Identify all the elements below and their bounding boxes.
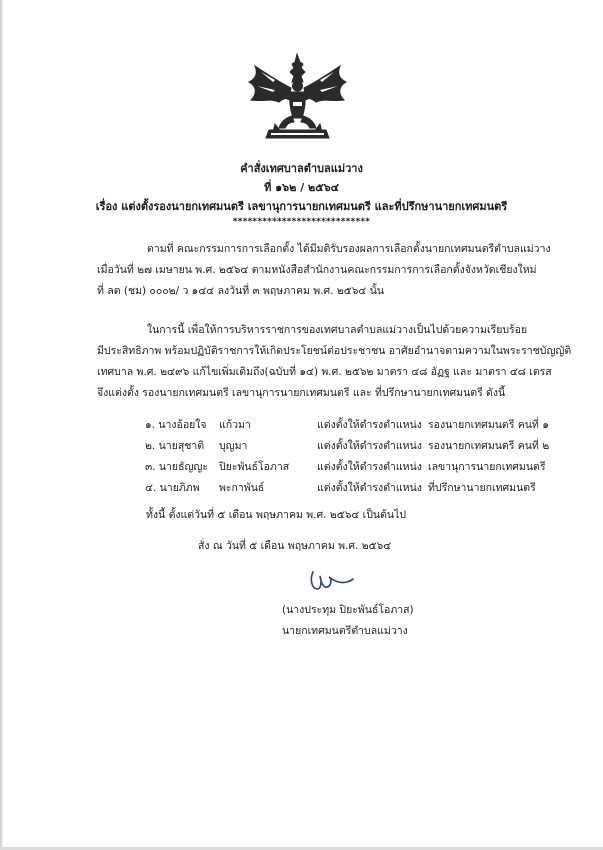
appointee-name: ๔. นายภิภพ xyxy=(145,482,200,494)
appointee-surname: บุญมา xyxy=(219,440,248,452)
separator-line: **************************** xyxy=(232,217,371,227)
document-title: คำสั่งเทศบาลตำบลแม่วาง xyxy=(240,162,363,175)
appointment-position: รองนายกเทศมนตรี คนที่ ๑ xyxy=(428,419,549,431)
signed-date: สั่ง ณ วันที่ ๕ เดือน พฤษภาคม พ.ศ. ๒๕๖๔ xyxy=(198,540,392,552)
paragraph-2-line-2: มีประสิทธิภาพ พร้อมปฏิบัติราชการให้เกิดประโยชน์ต่อประชาชน อาศัยอำนาจตามความในพระราชบัญญัติ xyxy=(97,345,572,357)
appointment-action: แต่งตั้งให้ดำรงตำแหน่ง xyxy=(317,440,422,452)
appointee-surname: พะกาพันธ์ xyxy=(219,482,265,494)
document-number: ที่ ๑๖๒ / ๒๕๖๔ xyxy=(264,181,339,194)
paragraph-2-line-3: เทศบาล พ.ศ. ๒๔๙๖ แก้ไขเพิ่มเติมถึง(ฉบับที่ ๑๔) พ.ศ. ๒๕๖๒ มาตรา ๔๘ อัฏฐ และ มาตรา ๔๘ เตรส xyxy=(97,366,552,378)
appointment-position: เลขานุการนายกเทศมนตรี xyxy=(428,461,546,473)
appointee-name: ๑. นางอ้อยใจ xyxy=(145,419,207,431)
garuda-emblem-icon xyxy=(245,52,350,142)
appointee-surname: ปิยะพันธ์โอภาส xyxy=(219,461,290,473)
paragraph-1-line-2: เมื่อวันที่ ๒๗ เมษายน พ.ศ. ๒๕๖๔ ตามหนังสือสำนักงานคณะกรรมการการเลือกตั้งจังหวัดเชียงใหม่ xyxy=(97,264,537,276)
appointment-action: แต่งตั้งให้ดำรงตำแหน่ง xyxy=(317,419,422,431)
appointment-position: รองนายกเทศมนตรี คนที่ ๒ xyxy=(428,440,550,452)
appointment-action: แต่งตั้งให้ดำรงตำแหน่ง xyxy=(317,482,422,494)
appointment-row xyxy=(0,418,603,434)
paragraph-2-line-4: จึงแต่งตั้ง รองนายกเทศมนตรี เลขานุการนายกเทศมนตรี และ ที่ปรึกษานายกเทศมนตรี ดังนี้ xyxy=(97,387,506,399)
appointment-row xyxy=(0,460,603,476)
appointment-action: แต่งตั้งให้ดำรงตำแหน่ง xyxy=(317,461,422,473)
appointment-position: ที่ปรึกษานายกเทศมนตรี xyxy=(428,482,536,494)
appointee-name: ๒. นายสุชาติ xyxy=(145,440,205,452)
paragraph-1-line-1: ตามที่ คณะกรรมการการเลือกตั้ง ได้มีมติรับรองผลการเลือกตั้งนายกเทศมนตรีตำบลแม่วาง xyxy=(147,243,551,255)
effective-date: ทั้งนี้ ตั้งแต่วันที่ ๕ เดือน พฤษภาคม พ.ศ. ๒๕๖๔ เป็นต้นไป xyxy=(146,509,407,521)
appointee-surname: แก้วมา xyxy=(219,419,251,431)
appointment-row xyxy=(0,481,603,497)
paragraph-2-line-1: ในการนี้ เพื่อให้การบริหารราชการของเทศบาลตำบลแม่วางเป็นไปด้วยความเรียบร้อย xyxy=(147,324,528,336)
signer-position: นายกเทศมนตรีตำบลแม่วาง xyxy=(282,625,408,637)
document-subject: เรื่อง แต่งตั้งรองนายกเทศมนตรี เลขานุการนายกเทศมนตรี และที่ปรึกษานายกเทศมนตรี xyxy=(95,200,508,213)
signer-name: (นางประทุม ปิยะพันธ์โอภาส) xyxy=(282,604,414,616)
appointment-row xyxy=(0,439,603,455)
paragraph-1-line-3: ที่ ลต (ชม) ๐๐๐๒/ ว ๑๔๔ ลงวันที่ ๓ พฤษภาคม พ.ศ. ๒๕๖๔ นั้น xyxy=(97,285,385,297)
appointee-name: ๓. นายธัญญะ xyxy=(145,461,209,473)
signature-mark xyxy=(307,566,355,594)
